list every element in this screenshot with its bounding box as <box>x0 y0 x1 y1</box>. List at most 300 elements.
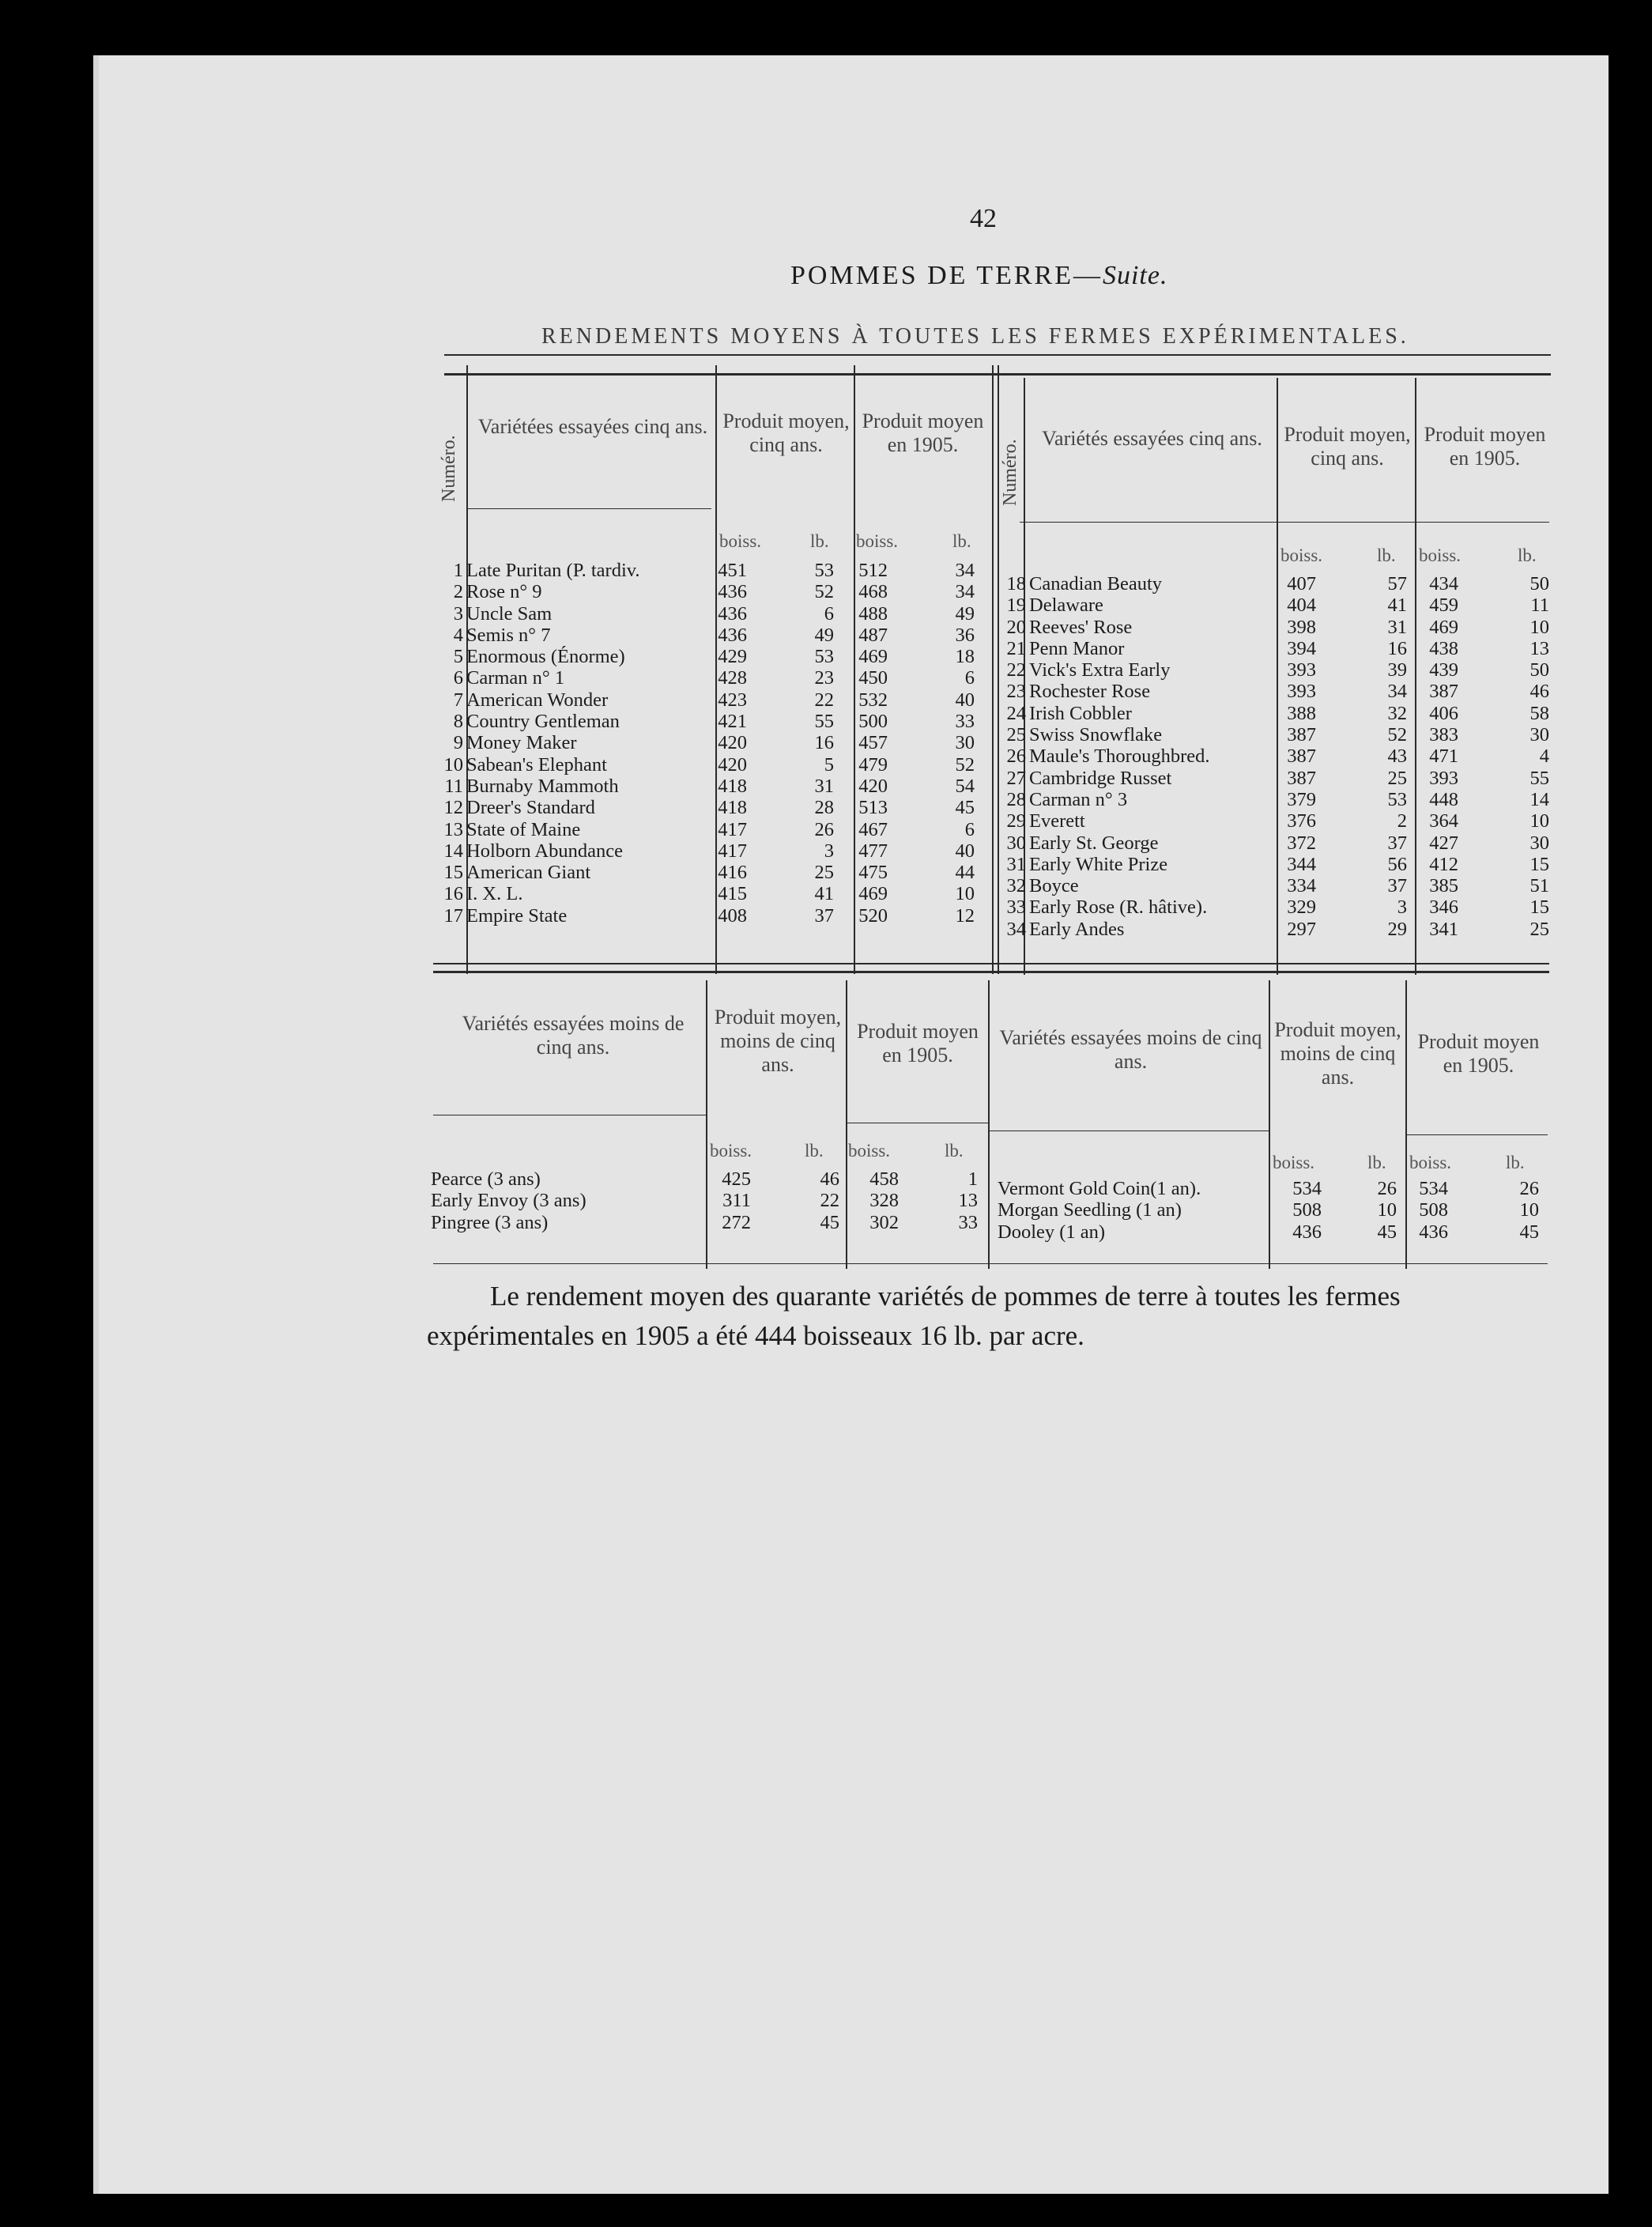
table-cell: Sabean's Elephant <box>466 753 607 776</box>
table-cell: Rose n° 9 <box>466 581 542 603</box>
table-cell: 53 <box>1387 788 1407 810</box>
table-cell: 39 <box>1387 659 1407 681</box>
table-cell: 436 <box>1419 1221 1448 1243</box>
table-cell: 26 <box>1006 745 1026 768</box>
table-cell: Cambridge Russet <box>1029 767 1172 789</box>
unit-boiss: boiss. <box>719 531 762 551</box>
table-cell: 448 <box>1429 788 1458 810</box>
table-row <box>998 832 1549 854</box>
table-row <box>998 745 1549 767</box>
table-cell: 46 <box>1529 681 1549 703</box>
table-cell: 387 <box>1287 745 1316 768</box>
table-cell: 6 <box>824 602 834 625</box>
unit-boiss: boiss. <box>848 1141 891 1161</box>
table-row <box>998 594 1549 616</box>
table-cell: 32 <box>1006 875 1026 897</box>
table-cell: 49 <box>955 602 975 625</box>
table-cell: State of Maine <box>466 818 581 840</box>
table-cell: Everett <box>1029 810 1085 832</box>
table-cell: 23 <box>814 667 834 689</box>
table-cell: 13 <box>1529 637 1549 659</box>
table-cell: 3 <box>453 602 463 625</box>
table-cell: 34 <box>955 560 975 581</box>
table-cell: 16 <box>1387 637 1407 659</box>
table-cell: 406 <box>1429 702 1458 724</box>
title-suite: Suite. <box>1102 261 1168 290</box>
table-cell: 30 <box>1529 832 1549 854</box>
table-row <box>435 646 975 667</box>
table-cell: Reeves' Rose <box>1029 616 1133 638</box>
table-cell: 31 <box>1006 853 1026 875</box>
table-cell: 5 <box>824 753 834 776</box>
table-cell: 398 <box>1287 616 1316 638</box>
table-row <box>435 667 975 689</box>
table-cell: 25 <box>1006 724 1026 746</box>
table-row <box>431 1168 978 1190</box>
table-cell: 394 <box>1287 637 1316 659</box>
table-cell: 28 <box>814 797 834 819</box>
table-cell: Penn Manor <box>1029 637 1125 659</box>
table-cell: 500 <box>858 711 888 733</box>
table-cell: 11 <box>444 775 463 797</box>
unit-lb: lb. <box>1367 1153 1386 1172</box>
table-cell: 52 <box>814 581 834 603</box>
table-cell: 25 <box>1529 918 1549 940</box>
table-cell: 6 <box>453 667 463 689</box>
table-cell: 479 <box>858 753 888 776</box>
table-cell: 3 <box>824 840 834 862</box>
header-varieties-less-right: Variétés essayées moins de cinq ans. <box>999 1026 1262 1073</box>
table-cell: 376 <box>1287 810 1316 832</box>
table-cell: 30 <box>955 732 975 754</box>
table-row <box>998 1199 1539 1221</box>
table-cell: 302 <box>869 1211 899 1233</box>
table-cell: 50 <box>1529 659 1549 681</box>
table-cell: 393 <box>1287 659 1316 681</box>
table-cell: 45 <box>1519 1221 1539 1243</box>
table-cell: 40 <box>955 840 975 862</box>
table-cell: 404 <box>1287 594 1316 617</box>
table-cell: 475 <box>858 862 888 884</box>
table-cell: 534 <box>1292 1178 1322 1199</box>
table-cell: 34 <box>1387 681 1407 703</box>
table-rule <box>444 354 1551 356</box>
table-cell: Maule's Thoroughbred. <box>1029 745 1210 768</box>
table-cell: 34 <box>955 581 975 603</box>
page-number: 42 <box>970 204 997 233</box>
table-cell: 26 <box>1519 1178 1539 1199</box>
table-row <box>435 581 975 602</box>
table-cell: Boyce <box>1029 875 1079 897</box>
table-cell: 52 <box>955 753 975 776</box>
table-cell: 421 <box>718 711 747 733</box>
table-cell: 33 <box>955 711 975 733</box>
unit-lb: lb. <box>952 531 971 551</box>
table-cell: 2 <box>1397 810 1407 832</box>
table-cell: Pingree (3 ans) <box>431 1211 549 1233</box>
table-cell: 311 <box>722 1190 751 1212</box>
table-cell: 387 <box>1287 724 1316 746</box>
table-cell: 417 <box>718 818 747 840</box>
table-cell: 45 <box>1377 1221 1397 1243</box>
table-cell: 388 <box>1287 702 1316 724</box>
table-cell: Carman n° 1 <box>466 667 565 689</box>
table-cell: 436 <box>718 602 747 625</box>
table-cell: 341 <box>1429 918 1458 940</box>
table-cell: 49 <box>814 624 834 646</box>
table-row <box>435 625 975 646</box>
table-row <box>998 703 1549 724</box>
table-cell: 459 <box>1429 594 1458 617</box>
table-cell: Early St. George <box>1029 832 1159 854</box>
table-cell: 40 <box>955 689 975 711</box>
table-rule <box>1020 522 1549 523</box>
table-cell: 488 <box>858 602 888 625</box>
header-numero-left: Numéro. <box>439 435 459 502</box>
table-less-right <box>998 1178 1539 1243</box>
table-cell: 379 <box>1287 788 1316 810</box>
table-cell: 7 <box>453 689 463 711</box>
unit-lb: lb. <box>1518 545 1537 565</box>
table-cell: 383 <box>1429 724 1458 746</box>
table-row <box>435 560 975 581</box>
table-cell: 33 <box>1006 896 1026 919</box>
table-cell: 13 <box>443 818 463 840</box>
table-row <box>998 919 1549 940</box>
header-prod-less-right: Produit moyen, moins de cinq ans. <box>1274 1018 1401 1089</box>
table-rule <box>1405 1134 1548 1135</box>
table-cell: 508 <box>1419 1199 1448 1221</box>
table-cell: 328 <box>869 1190 899 1212</box>
table-cell: 31 <box>1387 616 1407 638</box>
table-cell: 34 <box>1006 918 1026 940</box>
unit-lb: lb. <box>810 531 829 551</box>
table-cell: 52 <box>1387 724 1407 746</box>
table-cell: 423 <box>718 689 747 711</box>
table-row <box>998 724 1549 745</box>
table-cell: 33 <box>958 1211 978 1233</box>
table-cell: 14 <box>443 840 463 862</box>
table-cell: Carman n° 3 <box>1029 788 1128 810</box>
table-rule <box>433 1263 1548 1264</box>
table-row <box>998 768 1549 789</box>
table-cell: Dreer's Standard <box>466 797 595 819</box>
table-cell: Early Andes <box>1029 918 1125 940</box>
table-cell: 420 <box>718 732 747 754</box>
table-cell: 11 <box>1530 594 1549 617</box>
table-cell: Delaware <box>1029 594 1103 617</box>
table-cell: 2 <box>453 581 463 603</box>
table-cell: 57 <box>1387 573 1407 594</box>
table-cell: 467 <box>858 818 888 840</box>
page-subtitle: RENDEMENTS MOYENS À TOUTES LES FERMES EXPÉRIMENTALES. <box>541 324 1409 349</box>
table-cell: 56 <box>1387 853 1407 875</box>
table-cell: 477 <box>858 840 888 862</box>
table-cell: 21 <box>1006 637 1026 659</box>
table-cell: 53 <box>814 560 834 581</box>
table-cell: 346 <box>1429 896 1458 919</box>
table-cell: 487 <box>858 624 888 646</box>
table-cell: 427 <box>1429 832 1458 854</box>
header-varieties-right: Variétés essayées cinq ans. <box>1042 427 1262 450</box>
table-cell: 329 <box>1287 896 1316 919</box>
table-cell: 15 <box>443 862 463 884</box>
table-cell: 26 <box>814 818 834 840</box>
table-cell: 417 <box>718 840 747 862</box>
table-cell: Swiss Snowflake <box>1029 724 1163 746</box>
table-cell: 46 <box>820 1168 839 1190</box>
column-rule <box>988 980 990 1269</box>
table-cell: 534 <box>1419 1178 1448 1199</box>
table-cell: 58 <box>1529 702 1549 724</box>
header-varieties-less-left: Variétés essayées moins de cinq ans. <box>462 1012 685 1059</box>
table-cell: 416 <box>718 862 747 884</box>
unit-boiss: boiss. <box>710 1141 752 1161</box>
table-row <box>998 1178 1539 1199</box>
table-cell: 10 <box>1377 1199 1397 1221</box>
header-prod5-right: Produit moyen, cinq ans. <box>1284 423 1411 470</box>
table-cell: 16 <box>443 883 463 905</box>
table-row <box>435 883 975 904</box>
table-cell: 37 <box>1387 832 1407 854</box>
table-five-year-right <box>998 573 1549 940</box>
table-cell: 22 <box>1006 659 1026 681</box>
header-prod-less-left: Produit moyen, moins de cinq ans. <box>714 1006 842 1076</box>
table-row <box>998 854 1549 875</box>
table-cell: 393 <box>1287 681 1316 703</box>
table-cell: Money Maker <box>466 732 577 754</box>
table-cell: 385 <box>1429 875 1458 897</box>
table-cell: 10 <box>443 753 463 776</box>
table-cell: 22 <box>820 1190 839 1212</box>
unit-boiss: boiss. <box>1419 545 1462 565</box>
table-cell: 513 <box>858 797 888 819</box>
table-cell: Early Rose (R. hâtive). <box>1029 896 1208 919</box>
table-cell: 297 <box>1287 918 1316 940</box>
table-cell: 10 <box>1519 1199 1539 1221</box>
table-row <box>998 789 1549 810</box>
table-rule <box>988 1130 1269 1131</box>
table-cell: 393 <box>1429 767 1458 789</box>
table-cell: 41 <box>1387 594 1407 617</box>
table-cell: 451 <box>718 560 747 581</box>
table-cell: Dooley (1 an) <box>998 1221 1106 1243</box>
table-cell: 30 <box>1006 832 1026 854</box>
table-cell: 434 <box>1429 573 1458 594</box>
table-cell: 415 <box>718 883 747 905</box>
table-cell: I. X. L. <box>466 883 523 905</box>
table-cell: 55 <box>1529 767 1549 789</box>
table-cell: 457 <box>858 732 888 754</box>
header-prod5-left: Produit moyen, cinq ans. <box>722 410 850 456</box>
table-cell: 4 <box>453 624 463 646</box>
table-cell: 22 <box>814 689 834 711</box>
table-cell: 12 <box>443 797 463 819</box>
table-cell: 418 <box>718 775 747 797</box>
table-cell: 26 <box>1377 1178 1397 1199</box>
table-row <box>998 638 1549 659</box>
table-cell: Enormous (Énorme) <box>466 646 625 668</box>
table-cell: 53 <box>814 646 834 668</box>
table-cell: 6 <box>964 818 975 840</box>
table-cell: 6 <box>964 667 975 689</box>
table-cell: 28 <box>1006 788 1026 810</box>
table-cell: 438 <box>1429 637 1458 659</box>
table-rule <box>433 971 1549 973</box>
table-cell: Rochester Rose <box>1029 681 1151 703</box>
table-row <box>435 797 975 818</box>
table-cell: 18 <box>955 646 975 668</box>
unit-lb: lb. <box>1506 1153 1525 1172</box>
table-cell: Late Puritan (P. tardiv. <box>466 560 640 581</box>
table-cell: 15 <box>1529 896 1549 919</box>
table-cell: Early Envoy (3 ans) <box>431 1190 586 1212</box>
table-cell: 24 <box>1006 702 1026 724</box>
table-cell: 30 <box>1529 724 1549 746</box>
table-cell: 16 <box>814 732 834 754</box>
table-cell: 27 <box>1006 767 1026 789</box>
table-cell: 12 <box>955 904 975 927</box>
table-cell: 25 <box>1387 767 1407 789</box>
table-cell: 36 <box>955 624 975 646</box>
table-cell: 468 <box>858 581 888 603</box>
table-cell: 412 <box>1429 853 1458 875</box>
table-cell: 18 <box>1006 573 1026 594</box>
table-cell: 23 <box>1006 681 1026 703</box>
table-row <box>435 689 975 711</box>
table-row <box>435 711 975 732</box>
table-cell: 407 <box>1287 573 1316 594</box>
table-row <box>998 1221 1539 1243</box>
table-cell: 50 <box>1529 573 1549 594</box>
table-row <box>998 810 1549 832</box>
table-cell: Vick's Extra Early <box>1029 659 1171 681</box>
header-prod1905-left: Produit moyen en 1905. <box>862 410 984 456</box>
table-cell: 420 <box>858 775 888 797</box>
table-row <box>435 603 975 625</box>
table-cell: 43 <box>1387 745 1407 768</box>
table-cell: 436 <box>1292 1221 1322 1243</box>
table-cell: American Wonder <box>466 689 609 711</box>
table-cell: 10 <box>1529 616 1549 638</box>
page-title <box>790 261 1167 291</box>
table-cell: 450 <box>858 667 888 689</box>
table-row <box>998 617 1549 638</box>
header-prod1905-less-right: Produit moyen en 1905. <box>1417 1030 1540 1077</box>
table-cell: 469 <box>1429 616 1458 638</box>
table-cell: Morgan Seedling (1 an) <box>998 1199 1182 1221</box>
table-cell: 508 <box>1292 1199 1322 1221</box>
unit-boiss: boiss. <box>856 531 899 551</box>
table-cell: 469 <box>858 883 888 905</box>
table-cell: 429 <box>718 646 747 668</box>
table-cell: 17 <box>443 904 463 927</box>
table-cell: 420 <box>718 753 747 776</box>
table-cell: 45 <box>820 1211 839 1233</box>
table-cell: 9 <box>453 732 463 754</box>
table-cell: 25 <box>814 862 834 884</box>
table-cell: Empire State <box>466 904 568 927</box>
table-cell: Burnaby Mammoth <box>466 775 619 797</box>
unit-lb: lb. <box>805 1141 824 1161</box>
table-cell: 8 <box>453 711 463 733</box>
table-cell: 532 <box>858 689 888 711</box>
table-cell: 334 <box>1287 875 1316 897</box>
table-cell: Uncle Sam <box>466 602 553 625</box>
table-cell: 55 <box>814 711 834 733</box>
table-row <box>435 732 975 753</box>
table-cell: American Giant <box>466 862 591 884</box>
table-cell: 387 <box>1287 767 1316 789</box>
table-cell: Holborn Abundance <box>466 840 623 862</box>
table-cell: 344 <box>1287 853 1316 875</box>
table-cell: 4 <box>1539 745 1549 768</box>
table-row <box>435 905 975 927</box>
table-cell: 44 <box>955 862 975 884</box>
table-row <box>435 776 975 797</box>
table-cell: Early White Prize <box>1029 853 1168 875</box>
table-cell: 37 <box>1387 875 1407 897</box>
table-cell: 19 <box>1006 594 1026 617</box>
table-row <box>998 659 1549 681</box>
table-cell: 20 <box>1006 616 1026 638</box>
table-cell: 436 <box>718 624 747 646</box>
unit-boiss: boiss. <box>1273 1153 1315 1172</box>
table-row <box>435 840 975 862</box>
title-main: POMMES DE TERRE— <box>790 261 1103 290</box>
table-cell: 471 <box>1429 745 1458 768</box>
table-cell: Country Gentleman <box>466 711 620 733</box>
table-cell: 272 <box>722 1211 751 1233</box>
table-cell: 425 <box>722 1168 751 1190</box>
table-cell: 10 <box>1529 810 1549 832</box>
table-cell: 29 <box>1387 918 1407 940</box>
table-cell: Pearce (3 ans) <box>431 1168 541 1190</box>
table-cell: 32 <box>1387 702 1407 724</box>
table-cell: 512 <box>858 560 888 581</box>
table-cell: Irish Cobbler <box>1029 702 1132 724</box>
table-cell: 520 <box>858 904 888 927</box>
table-cell: Canadian Beauty <box>1029 573 1163 594</box>
table-cell: 15 <box>1529 853 1549 875</box>
table-cell: 372 <box>1287 832 1316 854</box>
table-row <box>998 573 1549 594</box>
table-cell: 31 <box>814 775 834 797</box>
table-cell: 418 <box>718 797 747 819</box>
table-less-left <box>431 1168 978 1233</box>
table-row <box>435 819 975 840</box>
table-cell: Vermont Gold Coin(1 an). <box>998 1178 1201 1199</box>
table-cell: 364 <box>1429 810 1458 832</box>
table-rule <box>433 963 1549 964</box>
table-cell: 469 <box>858 646 888 668</box>
header-varieties-left: Variétées essayées cinq ans. <box>477 415 708 438</box>
table-cell: 45 <box>955 797 975 819</box>
table-cell: 5 <box>453 646 463 668</box>
table-cell: 387 <box>1429 681 1458 703</box>
table-rule <box>466 508 711 509</box>
table-cell: 439 <box>1429 659 1458 681</box>
table-row <box>431 1212 978 1233</box>
table-cell: 13 <box>958 1190 978 1212</box>
header-numero-right: Numéro. <box>1000 439 1020 506</box>
table-row <box>435 754 975 776</box>
table-cell: 1 <box>453 560 463 581</box>
table-row <box>998 896 1549 918</box>
table-cell: 14 <box>1529 788 1549 810</box>
table-row <box>998 875 1549 896</box>
summary-paragraph: Le rendement moyen des quarante variétés de pommes de terre à toutes les fermes expérimentales en 1905 a été 444 boisseaux 16 lb. par acre. <box>427 1281 1401 1351</box>
